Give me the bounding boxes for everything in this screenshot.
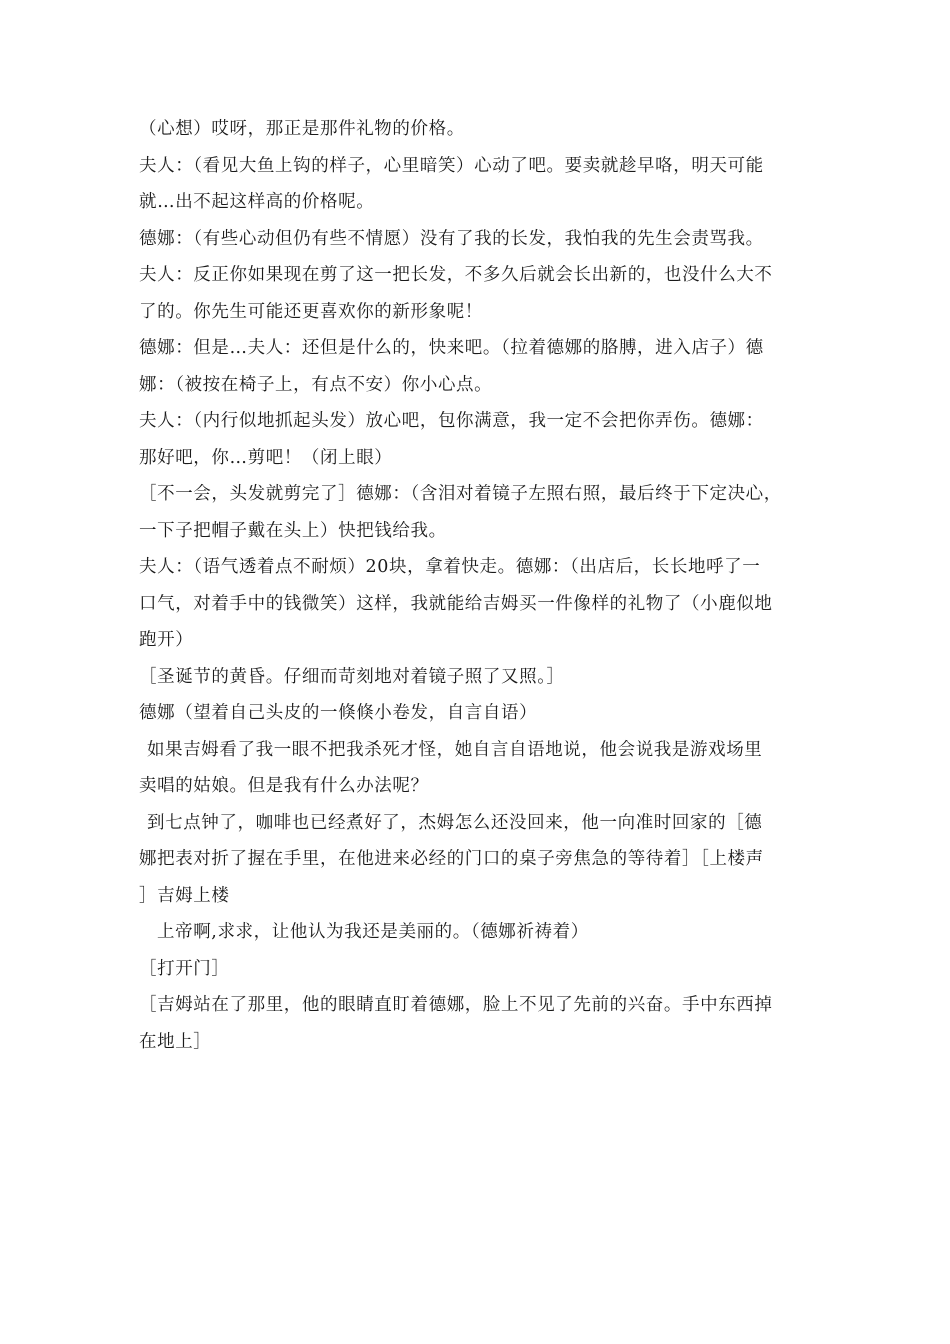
text-line: ［吉姆站在了那里，他的眼睛直盯着德娜，脸上不见了先前的兴奋。手中东西掉 bbox=[139, 995, 773, 1015]
text-line: ］吉姆上楼 bbox=[139, 885, 230, 906]
text-line: 到七点钟了，咖啡也已经煮好了，杰姆怎么还没回来，他一向准时回家的［德 bbox=[147, 812, 763, 833]
text-line: （心想）哎呀，那正是那件礼物的价格。 bbox=[139, 119, 465, 139]
text-line: 夫人：（看见大鱼上钩的样子，心里暗笑）心动了吧。要卖就趁早咯，明天可能 bbox=[139, 155, 764, 176]
text-line: 就…出不起这样高的价格呢。 bbox=[139, 192, 375, 212]
text-line: 口气，对着手中的钱微笑）这样，我就能给吉姆买一件像样的礼物了（小鹿似地 bbox=[139, 593, 773, 614]
text-line: 德娜（望着自己头皮的一倏倏小卷发，自言自语） bbox=[139, 703, 538, 723]
text-line: 娜把表对折了握在手里，在他进来必经的门口的桌子旁焦急的等待着］［上楼声 bbox=[139, 849, 764, 869]
text-line: 在地上］ bbox=[139, 1031, 212, 1052]
text-line: ［圣诞节的黄昏。仔细而苛刻地对着镜子照了又照。］ bbox=[139, 666, 565, 687]
text-line: 德娜：（有些心动但仍有些不情愿）没有了我的长发，我怕我的先生会责骂我。 bbox=[139, 228, 764, 249]
text-line: 上帝啊,求求，让他认为我还是美丽的。（德娜祈祷着） bbox=[157, 922, 589, 942]
text-line: 了的。你先生可能还更喜欢你的新形象呢！ bbox=[139, 301, 483, 322]
text-line: 夫人：（内行似地抓起头发）放心吧，包你满意，我一定不会把你弄伤。德娜： bbox=[139, 411, 764, 431]
document-body bbox=[139, 111, 819, 1060]
text-line: 夫人：（语气透着点不耐烦）20块，拿着快走。德娜：（出店后，长长地呼了一 bbox=[139, 557, 761, 577]
text-line: 德娜：但是…夫人：还但是什么的，快来吧。（拉着德娜的胳膊，进入店子）德 bbox=[139, 338, 764, 358]
text-line: 卖唱的姑娘。但是我有什么办法呢？ bbox=[139, 776, 429, 796]
text-line: 一下子把帽子戴在头上）快把钱给我。 bbox=[139, 520, 447, 541]
text-line: 那好吧，你…剪吧！（闭上眼） bbox=[139, 447, 393, 468]
text-line: 如果吉姆看了我一眼不把我杀死才怪，她自言自语地说，他会说我是游戏场里 bbox=[147, 739, 763, 760]
text-line: 夫人：反正你如果现在剪了这一把长发，不多久后就会长出新的，也没什么大不 bbox=[139, 265, 773, 285]
text-line: ［打开门］ bbox=[139, 958, 230, 979]
text-line: 娜：（被按在椅子上，有点不安）你小心点。 bbox=[139, 374, 493, 395]
text-line: 跑开） bbox=[139, 630, 194, 650]
text-line: ［不一会，头发就剪完了］德娜：（含泪对着镜子左照右照，最后终于下定决心， bbox=[139, 484, 782, 504]
